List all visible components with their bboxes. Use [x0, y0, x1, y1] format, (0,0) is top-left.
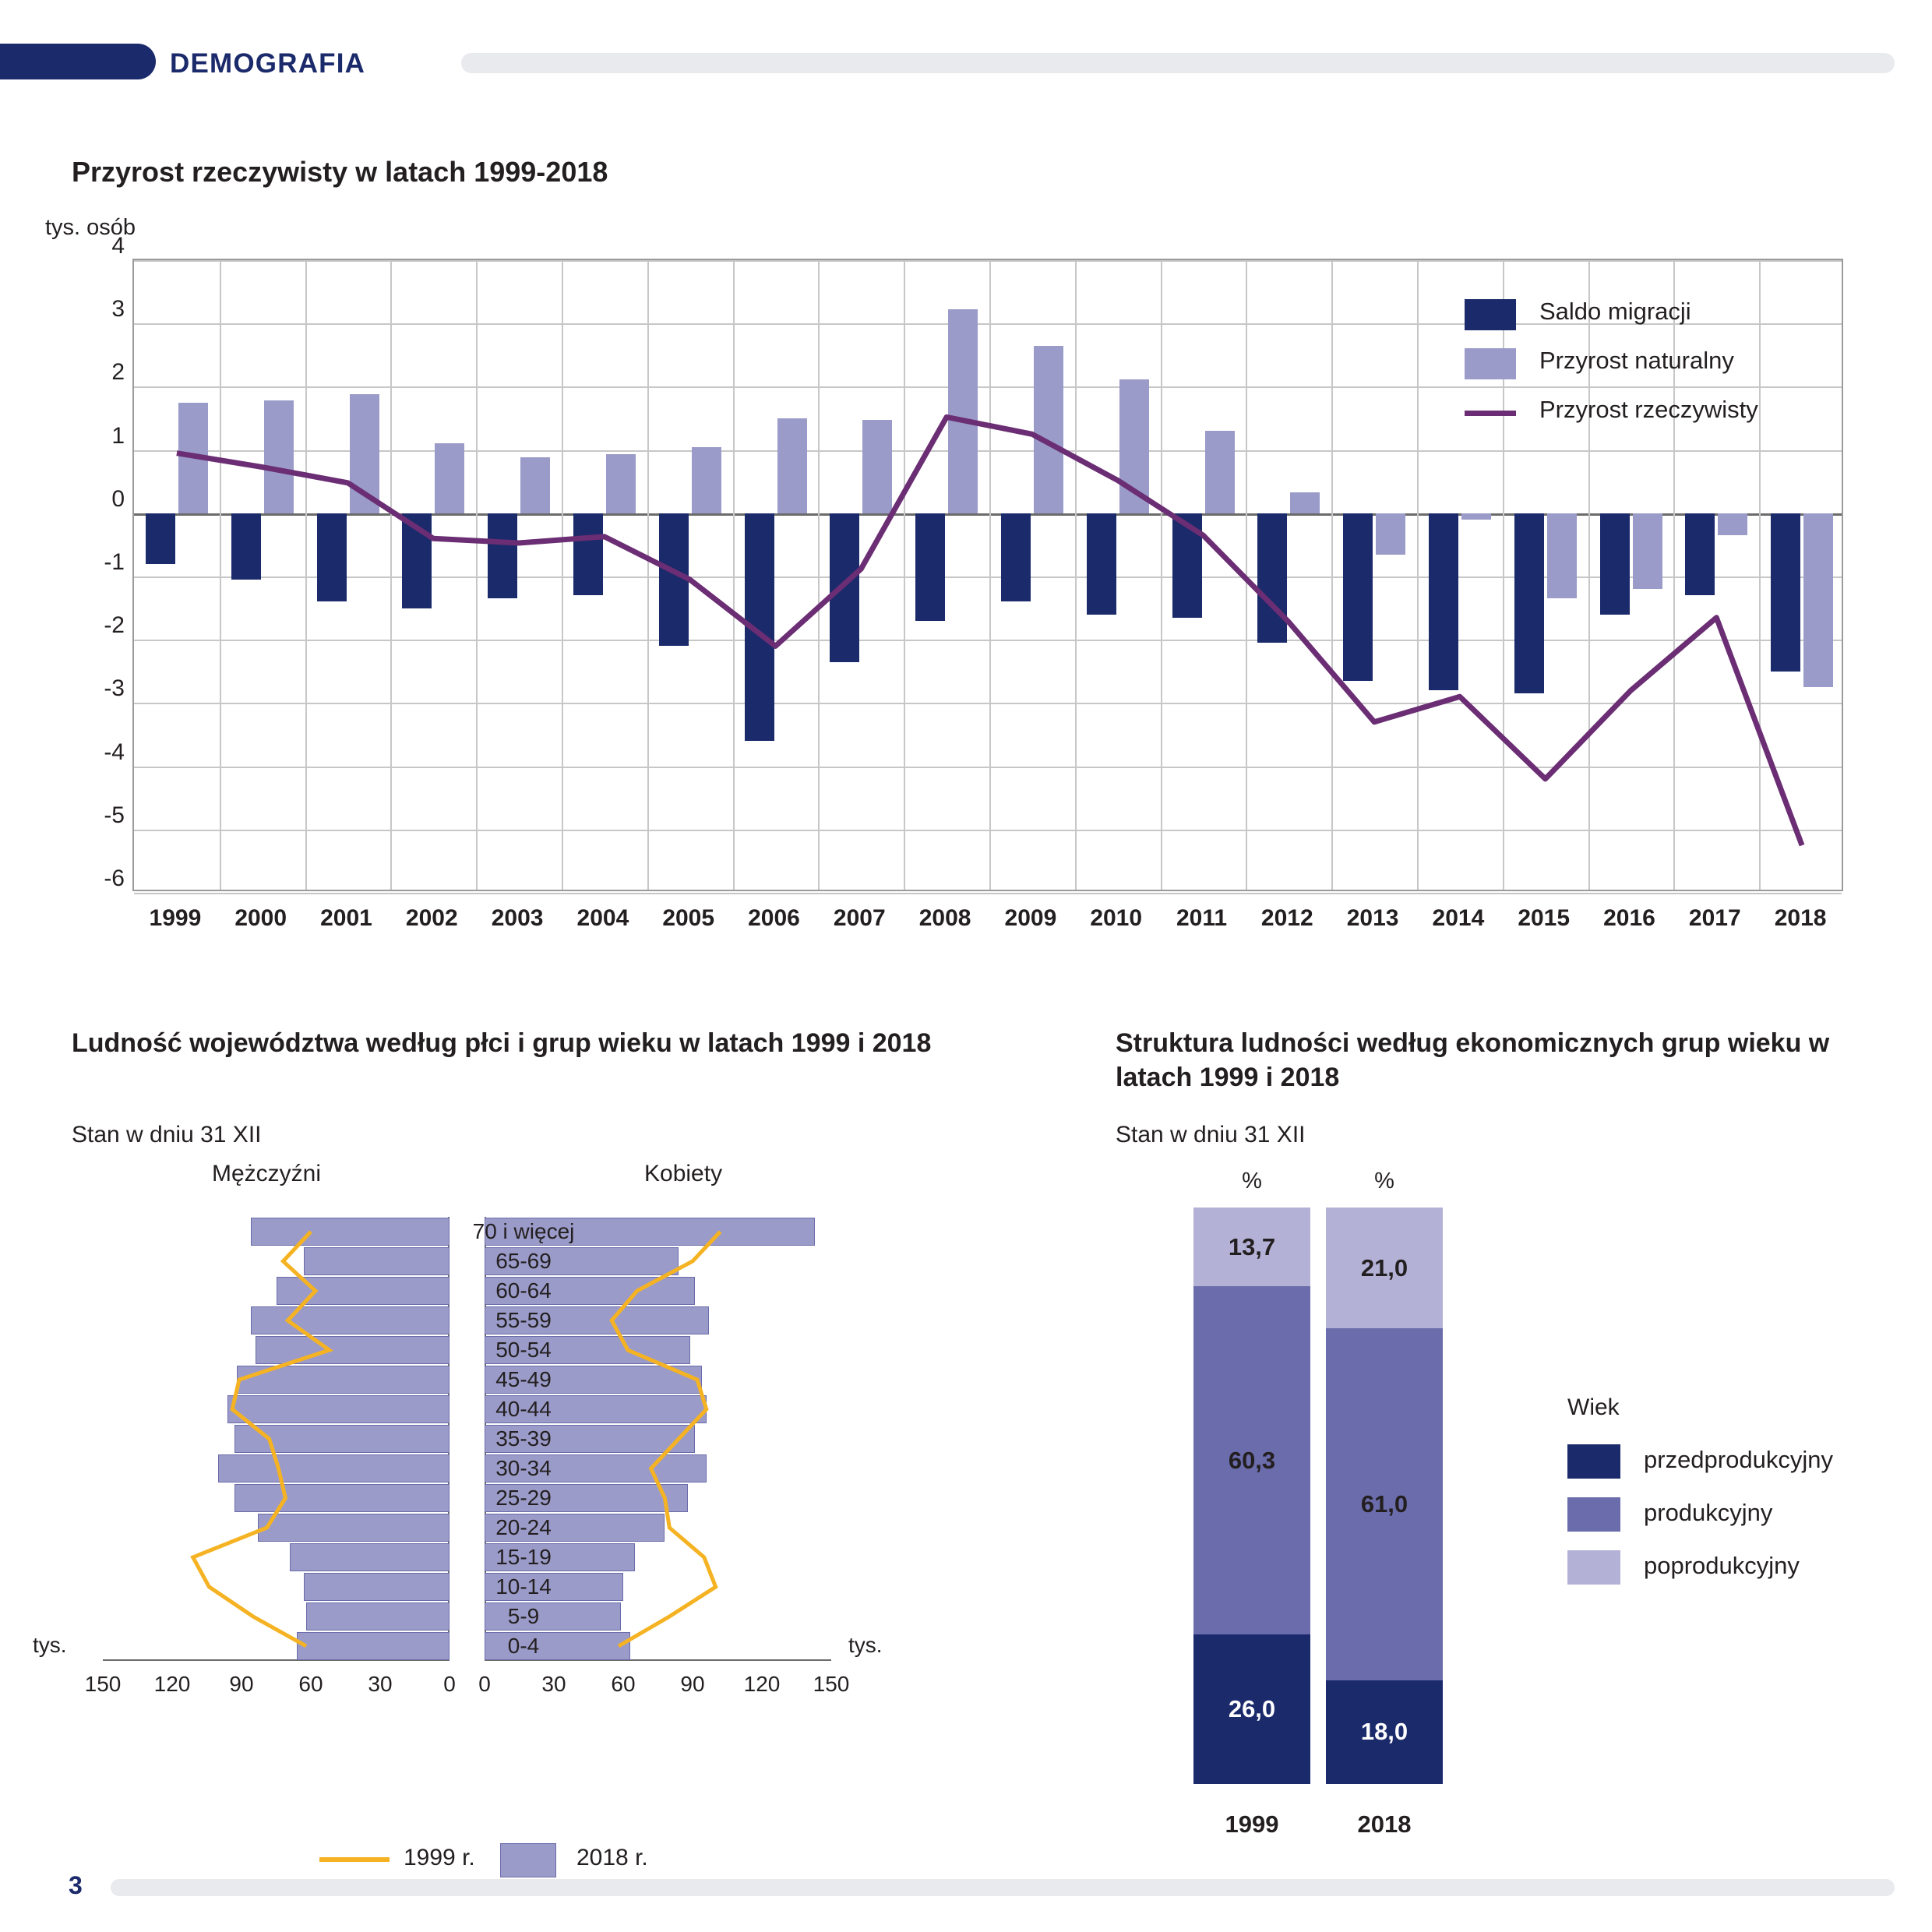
chart3-legend-item: [1567, 1544, 1910, 1597]
chart1-legend-item: [1465, 388, 1823, 437]
header-divider-bar: [461, 53, 1895, 73]
chart3-legend-swatch: [1567, 1497, 1620, 1532]
chart1-x-tick: 2016: [1603, 905, 1655, 931]
chart1-x-tick: 2014: [1432, 905, 1485, 931]
chart1-legend-swatch: [1465, 348, 1516, 379]
chart1-y-tick: -4: [104, 739, 125, 765]
chart3-segment-produkcyjny: [1326, 1328, 1443, 1680]
page-number: 3: [69, 1871, 83, 1899]
pyramid-x-tick: 60: [611, 1672, 636, 1696]
pyramid-bar-men: [306, 1602, 450, 1631]
pyramid-age-label: 0-4: [507, 1634, 540, 1658]
chart1-y-tick: -1: [104, 549, 125, 575]
pyramid-bar-men: [297, 1632, 450, 1660]
legend-label-2018: 2018 r.: [576, 1845, 648, 1870]
pyramid-age-label: 35-39: [495, 1426, 552, 1451]
pyramid-age-label: 15-19: [495, 1545, 552, 1569]
pyramid-age-label: 40-44: [495, 1397, 552, 1421]
chart1-x-tick: 2000: [234, 905, 287, 931]
chart1-gridline: [134, 893, 1842, 894]
chart1-x-tick: 2010: [1090, 905, 1143, 931]
chart1-unit-label: tys. osób: [45, 215, 136, 240]
chart3-segment-poprodukcyjny: [1193, 1208, 1310, 1286]
chart1-legend-item: [1465, 290, 1823, 339]
chart3-segment-przedprodukcyjny: [1326, 1680, 1443, 1784]
chart1-x-axis-labels: [132, 905, 1843, 940]
pyramid-bar-men: [304, 1573, 450, 1601]
pyramid-bar-men: [251, 1306, 450, 1334]
chart3-title: Struktura ludności według ekonomicznych grup wieku w latach 1999 i 2018: [1116, 1028, 1830, 1092]
pyramid-bar-men: [290, 1543, 450, 1571]
chart3-segment-value: 21,0: [1360, 1253, 1408, 1282]
legend-line-1999: [319, 1857, 390, 1862]
chart3-legend-swatch: [1567, 1550, 1620, 1585]
chart3-category-label: 2018: [1357, 1810, 1412, 1838]
chart1-y-tick: -2: [104, 612, 125, 639]
chart1-legend-swatch: [1465, 411, 1516, 416]
chart3-unit-label: %: [1242, 1169, 1262, 1193]
chart1-x-tick: 1999: [149, 905, 202, 931]
legend-label-1999: 1999 r.: [404, 1845, 475, 1870]
chart1-y-tick: -5: [104, 802, 125, 828]
chart1-x-tick: 2001: [320, 905, 372, 931]
chart1-legend: [1465, 290, 1823, 437]
chart3-legend-item: [1567, 1491, 1910, 1544]
chart1-legend-label: Przyrost naturalny: [1539, 347, 1734, 374]
chart1-x-tick: 2013: [1346, 905, 1399, 931]
chart3-segment-value: 13,7: [1228, 1232, 1276, 1260]
chart1-legend-label: Przyrost rzeczywisty: [1539, 396, 1758, 423]
pyramid-x-tick: 120: [153, 1672, 191, 1696]
pyramid-age-label: 60-64: [495, 1278, 552, 1303]
pyramid-age-label: 5-9: [507, 1604, 540, 1628]
chart2-pyramid: [33, 1161, 1061, 1807]
chart3-unit-label: %: [1374, 1169, 1394, 1193]
chart1-legend-item: [1465, 339, 1823, 388]
pyramid-age-label: 25-29: [495, 1486, 552, 1510]
chart2-title: Ludność województwa według płci i grup wieku w latach 1999 i 2018: [72, 1028, 932, 1058]
chart1-x-tick: 2018: [1774, 905, 1827, 931]
pyramid-age-label: 10-14: [495, 1574, 552, 1599]
header-tab-shape: [0, 44, 156, 79]
pyramid-bar-men: [256, 1336, 450, 1364]
pyramid-bar-men: [218, 1454, 450, 1482]
pyramid-age-labels: [450, 1217, 598, 1661]
pyramid-men-header: Mężczyźni: [212, 1161, 322, 1186]
pyramid-x-tick: 60: [298, 1672, 323, 1696]
chart3-segment-value: 61,0: [1360, 1490, 1408, 1518]
pyramid-bar-men: [304, 1247, 450, 1275]
chart3-column: [1193, 1208, 1310, 1784]
chart3-segment-value: 60,3: [1228, 1446, 1276, 1474]
pyramid-age-label: 50-54: [495, 1338, 552, 1362]
chart2-subtitle: Stan w dniu 31 XII: [72, 1122, 262, 1148]
chart1-title: Przyrost rzeczywisty w latach 1999-2018: [72, 156, 608, 188]
pyramid-bar-men: [234, 1484, 450, 1512]
chart3-subtitle: Stan w dniu 31 XII: [1116, 1122, 1306, 1148]
chart3-segment-produkcyjny: [1193, 1286, 1310, 1634]
section-tag-label: DEMOGRAFIA: [170, 48, 366, 79]
pyramid-age-label: 30-34: [495, 1456, 552, 1480]
pyramid-age-label: 70 i więcej: [472, 1219, 575, 1243]
pyramid-x-tick: 120: [743, 1672, 781, 1696]
chart3-legend-item: [1567, 1438, 1910, 1491]
chart1-y-tick: 4: [111, 233, 125, 259]
chart1-legend-swatch: [1465, 299, 1516, 330]
pyramid-unit-right: tys.: [848, 1633, 883, 1657]
chart1-x-tick: 2005: [662, 905, 715, 931]
chart3-segment-value: 26,0: [1228, 1694, 1276, 1722]
pyramid-bar-men: [227, 1395, 450, 1423]
legend-swatch-2018: [500, 1843, 556, 1877]
chart1-y-tick: 0: [111, 485, 125, 512]
pyramid-age-label: 45-49: [495, 1367, 552, 1391]
chart1-y-tick: -6: [104, 866, 125, 891]
pyramid-x-tick: 90: [229, 1672, 254, 1696]
chart3-legend-title: Wiek: [1567, 1394, 1620, 1420]
pyramid-x-tick: 150: [813, 1672, 850, 1696]
pyramid-unit-left: tys.: [33, 1633, 67, 1657]
chart3-legend-label: produkcyjny: [1644, 1499, 1773, 1526]
pyramid-women-header: Kobiety: [644, 1161, 723, 1186]
chart1-y-tick: -3: [104, 675, 125, 702]
chart1-x-tick: 2012: [1260, 905, 1313, 931]
chart2-legend: [319, 1839, 865, 1881]
pyramid-bar-men: [258, 1514, 450, 1542]
chart1-legend-label: Saldo migracji: [1539, 298, 1691, 325]
chart3-column: [1326, 1208, 1443, 1784]
chart1-x-tick: 2008: [918, 905, 971, 931]
chart1-x-tick: 2011: [1176, 905, 1228, 931]
chart1-x-tick: 2002: [405, 905, 458, 931]
pyramid-bar-men: [234, 1425, 450, 1453]
chart3-segment-przedprodukcyjny: [1193, 1634, 1310, 1784]
chart1-x-tick: 2017: [1688, 905, 1741, 931]
pyramid-x-tick: 0: [478, 1672, 491, 1696]
pyramid-x-tick: 0: [443, 1672, 456, 1696]
footer-divider-bar: [111, 1879, 1895, 1896]
chart1-x-tick: 2015: [1518, 905, 1571, 931]
chart3-category-label: 1999: [1225, 1810, 1279, 1838]
chart1-y-tick: 2: [111, 359, 125, 386]
pyramid-x-tick: 30: [368, 1672, 393, 1696]
pyramid-x-tick: 30: [541, 1672, 566, 1696]
pyramid-age-label: 20-24: [495, 1515, 552, 1539]
pyramid-x-tick: 150: [84, 1672, 122, 1696]
chart3-legend-swatch: [1567, 1444, 1620, 1479]
chart3-segment-poprodukcyjny: [1326, 1208, 1443, 1328]
chart1-y-tick: 1: [111, 422, 125, 449]
chart1-x-tick: 2003: [491, 905, 544, 931]
chart1-x-tick: 2006: [748, 905, 800, 931]
pyramid-bar-men: [251, 1218, 450, 1246]
pyramid-x-tick: 90: [680, 1672, 705, 1696]
pyramid-age-label: 65-69: [495, 1249, 552, 1273]
pyramid-bar-men: [237, 1366, 450, 1394]
pyramid-bar-men: [277, 1277, 450, 1305]
chart1-y-tick: 3: [111, 296, 125, 323]
chart1-x-tick: 2009: [1004, 905, 1057, 931]
pyramid-age-label: 55-59: [495, 1308, 552, 1332]
chart3-legend-label: przedprodukcyjny: [1644, 1446, 1833, 1473]
page-header: [0, 37, 1932, 86]
chart1-x-tick: 2007: [833, 905, 886, 931]
chart3-legend-label: poprodukcyjny: [1644, 1552, 1800, 1579]
chart1-x-tick: 2004: [576, 905, 629, 931]
chart3-segment-value: 18,0: [1360, 1718, 1408, 1746]
